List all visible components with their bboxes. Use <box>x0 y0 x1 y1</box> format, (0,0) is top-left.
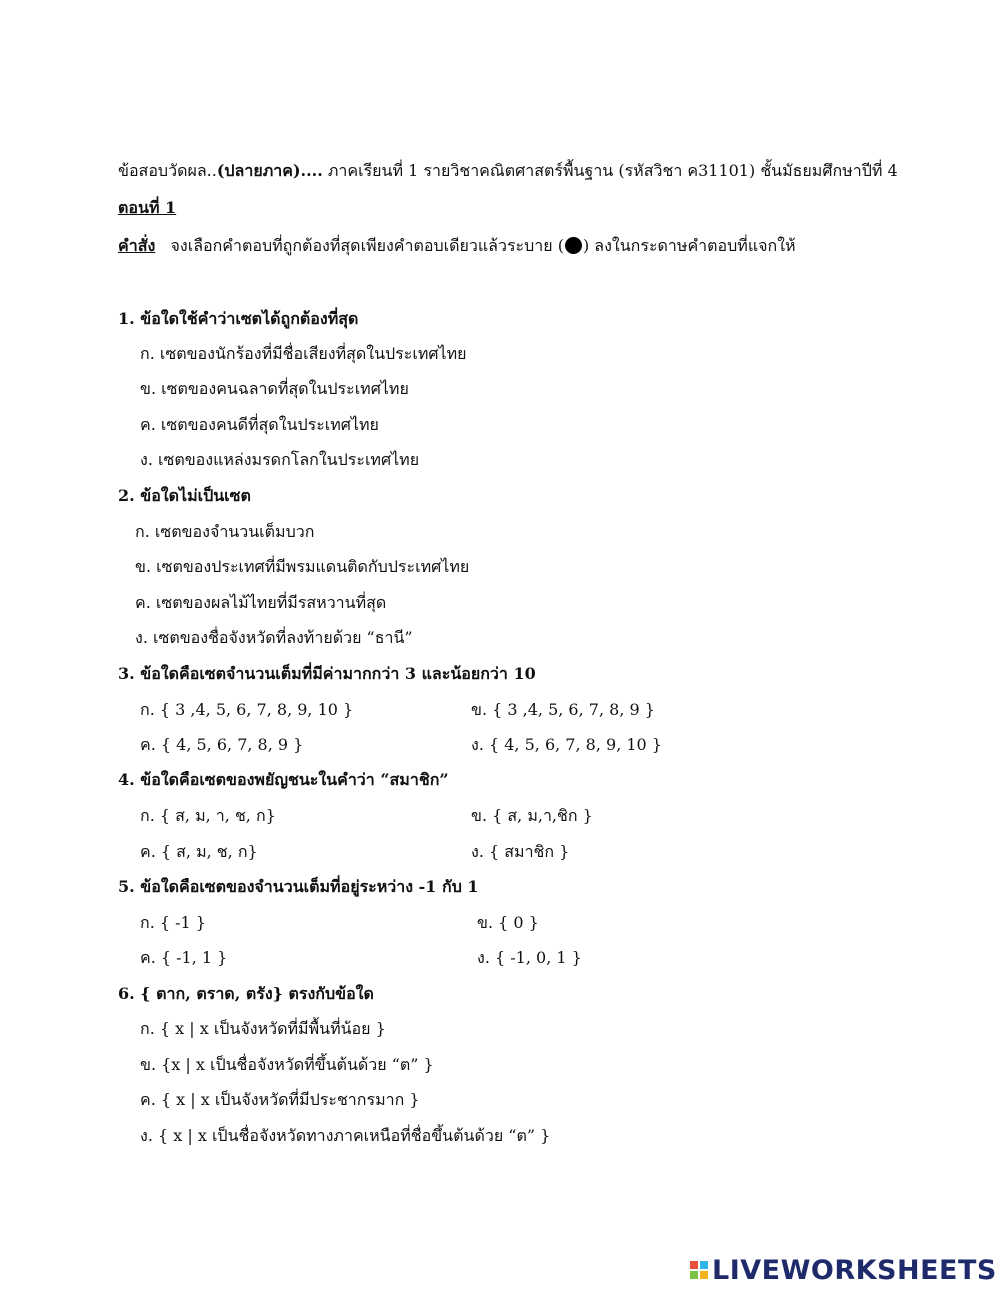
choice-3c: ค. { 4, 5, 6, 7, 8, 9 } <box>140 735 304 754</box>
instruction <box>118 236 796 256</box>
choice-5d: ง. { -1, 0, 1 } <box>477 948 582 967</box>
choice-1b: ข. เซตของคนฉลาดที่สุดในประเทศไทย <box>140 379 409 398</box>
choice-6b: ข. {x | x เป็นชื่อจังหวัดที่ขึ้นต้นด้วย “ต” } <box>140 1055 434 1074</box>
choice-6d: ง. { x | x เป็นชื่อจังหวัดทางภาคเหนือที่ชื่อขึ้นต้นด้วย “ต” } <box>140 1126 551 1145</box>
question-4: 4. ข้อใดคือเซตของพยัญชนะในคำว่า “สมาชิก” <box>118 770 449 789</box>
choice-5b: ข. { 0 } <box>477 913 539 932</box>
liveworksheets-logo <box>690 1254 997 1286</box>
logo-text: LIVEWORKSHEETS <box>712 1254 997 1286</box>
instruction-text: จงเลือกคำตอบที่ถูกต้องที่สุดเพียงคำตอบเดียวแล้วระบาย ( <box>170 236 564 255</box>
instruction-text-end: ) ลงในกระดาษคำตอบที่แจกให้ <box>582 236 796 255</box>
filled-circle-icon <box>565 237 582 254</box>
question-6: 6. { ตาก, ตราด, ตรัง} ตรงกับข้อใด <box>118 984 374 1003</box>
choice-4c: ค. { ส, ม, ช, ก} <box>140 842 258 861</box>
choice-1d: ง. เซตของแหล่งมรดกโลกในประเทศไทย <box>140 450 420 469</box>
logo-square-blue <box>700 1261 708 1269</box>
choice-1a: ก. เซตของนักร้องที่มีชื่อเสียงที่สุดในประเทศไทย <box>140 344 467 363</box>
liveworksheets-logo-icon <box>690 1261 708 1279</box>
question-2: 2. ข้อใดไม่เป็นเซต <box>118 486 251 505</box>
exam-term: (ปลายภาค).... <box>216 161 323 180</box>
choice-3a: ก. { 3 ,4, 5, 6, 7, 8, 9, 10 } <box>140 700 354 719</box>
part-heading: ตอนที่ 1 <box>118 198 177 217</box>
question-5: 5. ข้อใดคือเซตของจำนวนเต็มที่อยู่ระหว่าง -1 กับ 1 <box>118 877 479 896</box>
choice-6c: ค. { x | x เป็นจังหวัดที่มีประชากรมาก } <box>140 1090 420 1109</box>
choice-3b: ข. { 3 ,4, 5, 6, 7, 8, 9 } <box>471 700 655 719</box>
choice-4d: ง. { สมาชิก } <box>471 842 570 861</box>
logo-square-green <box>690 1271 698 1279</box>
instruction-label: คำสั่ง <box>118 236 156 255</box>
logo-square-red <box>690 1261 698 1269</box>
question-1: 1. ข้อใดใช้คำว่าเซตได้ถูกต้องที่สุด <box>118 309 359 328</box>
choice-5a: ก. { -1 } <box>140 913 206 932</box>
choice-2c: ค. เซตของผลไม้ไทยที่มีรสหวานที่สุด <box>135 593 387 612</box>
question-3: 3. ข้อใดคือเซตจำนวนเต็มที่มีค่ามากกว่า 3 และน้อยกว่า 10 <box>118 664 536 683</box>
logo-square-yellow <box>700 1271 708 1279</box>
exam-title-prefix: ข้อสอบวัดผล.. <box>118 161 217 180</box>
choice-2d: ง. เซตของชื่อจังหวัดที่ลงท้ายด้วย “ธานี” <box>135 628 413 647</box>
choice-5c: ค. { -1, 1 } <box>140 948 228 967</box>
exam-title-suffix: ภาคเรียนที่ 1 รายวิชาคณิตศาสตร์พื้นฐาน (รหัสวิชา ค31101) ชั้นมัธยมศึกษาปีที่ 4 <box>322 161 898 180</box>
choice-3d: ง. { 4, 5, 6, 7, 8, 9, 10 } <box>471 735 662 754</box>
choice-2b: ข. เซตของประเทศที่มีพรมแดนติดกับประเทศไทย <box>135 557 470 576</box>
choice-4a: ก. { ส, ม, า, ช, ก} <box>140 806 276 825</box>
choice-1c: ค. เซตของคนดีที่สุดในประเทศไทย <box>140 415 379 434</box>
choice-2a: ก. เซตของจำนวนเต็มบวก <box>135 522 315 541</box>
choice-4b: ข. { ส, ม,า,ชิก } <box>471 806 593 825</box>
exam-title <box>118 161 898 181</box>
choice-6a: ก. { x | x เป็นจังหวัดที่มีพื้นที่น้อย } <box>140 1019 386 1038</box>
